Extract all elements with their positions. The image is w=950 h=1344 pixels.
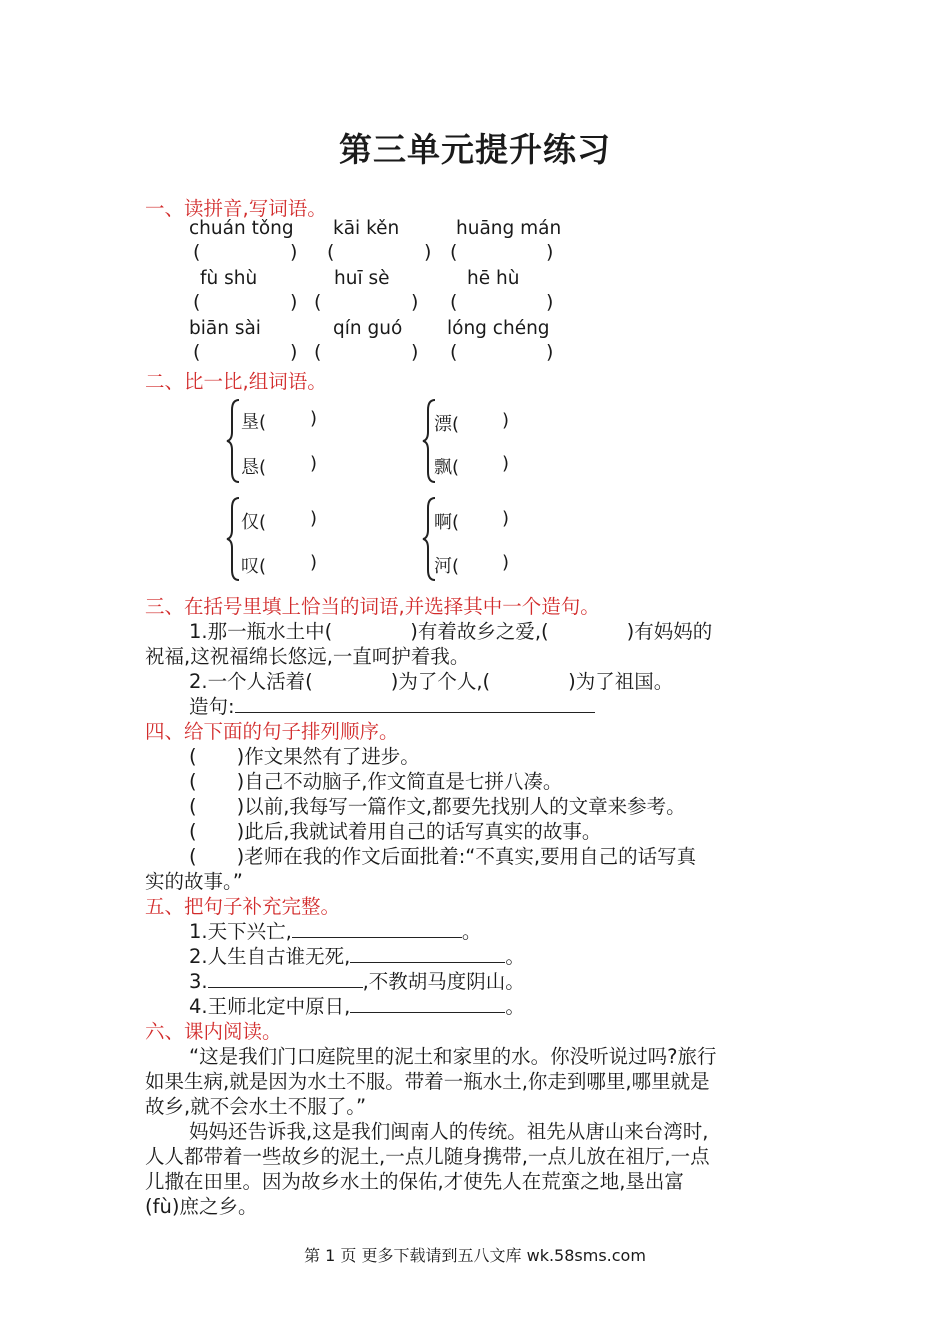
compare-close: ) bbox=[310, 408, 318, 429]
fill-blank[interactable] bbox=[208, 986, 363, 988]
compare-char: 河( bbox=[434, 556, 460, 577]
compare-close: ) bbox=[310, 508, 318, 529]
reading-line: 如果生病,就是因为水土不服。带着一瓶水土,你走到哪里,哪里就是 bbox=[145, 1070, 710, 1093]
paren-close: ) bbox=[290, 291, 298, 313]
s3-q2-c: )为了祖国。 bbox=[568, 670, 674, 693]
pinyin-item: biān sài bbox=[189, 318, 261, 339]
section-3-heading: 三、在括号里填上恰当的词语,并选择其中一个造句。 bbox=[145, 595, 600, 618]
paren-close: ) bbox=[411, 291, 419, 313]
compare-char: 飘( bbox=[434, 457, 460, 478]
compare-char: 漂( bbox=[434, 414, 460, 435]
reading-line: 人人都带着一些故乡的泥土,一点儿随身携带,一点儿放在祖厅,一点 bbox=[145, 1145, 710, 1168]
pinyin-item: kāi kěn bbox=[333, 218, 400, 239]
pinyin-item: chuán tǒng bbox=[189, 218, 294, 239]
zaoju-blank[interactable] bbox=[235, 711, 595, 713]
compare-char: 啊( bbox=[434, 512, 460, 533]
s3-q1-line2: 祝福,这祝福绵长悠远,一直呵护着我。 bbox=[145, 645, 470, 668]
compare-close: ) bbox=[502, 453, 510, 474]
s3-zaoju-line bbox=[189, 691, 595, 719]
s3-q1-line1 bbox=[189, 616, 712, 644]
paren-close: ) bbox=[290, 341, 298, 363]
fill-blank[interactable] bbox=[292, 936, 462, 938]
paren-open: ( bbox=[327, 241, 335, 263]
paren-open: ( bbox=[193, 341, 201, 363]
reading-line: “这是我们门口庭院里的泥土和家里的水。你没听说过吗?旅行 bbox=[189, 1045, 717, 1068]
order-item: ( )此后,我就试着用自己的话写真实的故事。 bbox=[189, 820, 602, 843]
paren-open: ( bbox=[314, 291, 322, 313]
paren-open: ( bbox=[193, 291, 201, 313]
fill-blank[interactable] bbox=[350, 961, 505, 963]
paren-close: ) bbox=[424, 241, 432, 263]
s3-q1-b: )有着故乡之爱,( bbox=[410, 620, 549, 643]
order-item: ( )自己不动脑子,作文简直是七拼八凑。 bbox=[189, 770, 563, 793]
brace-icon bbox=[226, 398, 242, 484]
paren-open: ( bbox=[450, 341, 458, 363]
brace-icon bbox=[226, 496, 242, 582]
s3-q2-b: )为了个人,( bbox=[390, 670, 491, 693]
section-1-heading: 一、读拼音,写词语。 bbox=[145, 197, 327, 220]
reading-line: (fù)庶之乡。 bbox=[145, 1195, 258, 1218]
paren-close: ) bbox=[546, 241, 554, 263]
order-item-wrap: 实的故事。” bbox=[145, 870, 243, 893]
paren-open: ( bbox=[193, 241, 201, 263]
paren-close: ) bbox=[546, 341, 554, 363]
zaoju-label: 造句: bbox=[189, 695, 235, 718]
pinyin-item: hē hù bbox=[467, 268, 520, 289]
fill-blank[interactable] bbox=[350, 1011, 505, 1013]
section-6-heading: 六、课内阅读。 bbox=[145, 1020, 282, 1043]
s3-q2-a: 2.一个人活着( bbox=[189, 670, 313, 693]
reading-line: 妈妈还告诉我,这是我们闽南人的传统。祖先从唐山来台湾时, bbox=[189, 1120, 709, 1143]
s3-q1-a: 1.那一瓶水土中( bbox=[189, 620, 333, 643]
pinyin-item: qín guó bbox=[333, 318, 403, 339]
order-item: ( )老师在我的作文后面批着:“不真实,要用自己的话写真 bbox=[189, 845, 697, 868]
complete-line-3: 3. ,不教胡马度阴山。 bbox=[189, 970, 525, 993]
paren-open: ( bbox=[450, 291, 458, 313]
s3-q1-c: )有妈妈的 bbox=[626, 620, 713, 643]
complete-line-4: 4.王师北定中原日, 。 bbox=[189, 995, 525, 1018]
order-item: ( )以前,我每写一篇作文,都要先找别人的文章来参考。 bbox=[189, 795, 686, 818]
paren-close: ) bbox=[411, 341, 419, 363]
compare-group-1 bbox=[226, 398, 326, 483]
section-5-heading: 五、把句子补充完整。 bbox=[145, 895, 341, 918]
compare-group-3 bbox=[226, 496, 326, 581]
compare-char: 恳( bbox=[241, 457, 267, 478]
page-title: 第三单元提升练习 bbox=[339, 130, 611, 169]
complete-line-2: 2.人生自古谁无死, 。 bbox=[189, 945, 525, 968]
paren-close: ) bbox=[546, 291, 554, 313]
compare-close: ) bbox=[502, 552, 510, 573]
pinyin-item: lóng chéng bbox=[447, 318, 550, 339]
reading-line: 儿撒在田里。因为故乡水土的保佑,才使先人在荒蛮之地,垦出富 bbox=[145, 1170, 684, 1193]
compare-close: ) bbox=[310, 552, 318, 573]
compare-char: 叹( bbox=[241, 556, 267, 577]
compare-char: 仅( bbox=[241, 512, 267, 533]
reading-line: 故乡,就不会水土不服了。” bbox=[145, 1095, 367, 1118]
pinyin-item: huī sè bbox=[334, 268, 390, 289]
compare-char: 垦( bbox=[241, 412, 267, 433]
paren-open: ( bbox=[314, 341, 322, 363]
section-4-heading: 四、给下面的句子排列顺序。 bbox=[145, 720, 399, 743]
section-2-heading: 二、比一比,组词语。 bbox=[145, 370, 327, 393]
compare-close: ) bbox=[502, 508, 510, 529]
pinyin-item: fù shù bbox=[200, 268, 258, 289]
pinyin-item: huāng mán bbox=[456, 218, 562, 239]
compare-group-4 bbox=[422, 496, 522, 581]
s3-q2-line bbox=[189, 666, 673, 694]
order-item: ( )作文果然有了进步。 bbox=[189, 745, 420, 768]
paren-close: ) bbox=[290, 241, 298, 263]
compare-group-2 bbox=[422, 398, 522, 483]
compare-close: ) bbox=[310, 453, 318, 474]
compare-close: ) bbox=[502, 410, 510, 431]
paren-open: ( bbox=[450, 241, 458, 263]
page-footer: 第 1 页 更多下载请到五八文库 wk.58sms.com bbox=[304, 1246, 646, 1265]
complete-line-1: 1.天下兴亡, 。 bbox=[189, 920, 482, 943]
